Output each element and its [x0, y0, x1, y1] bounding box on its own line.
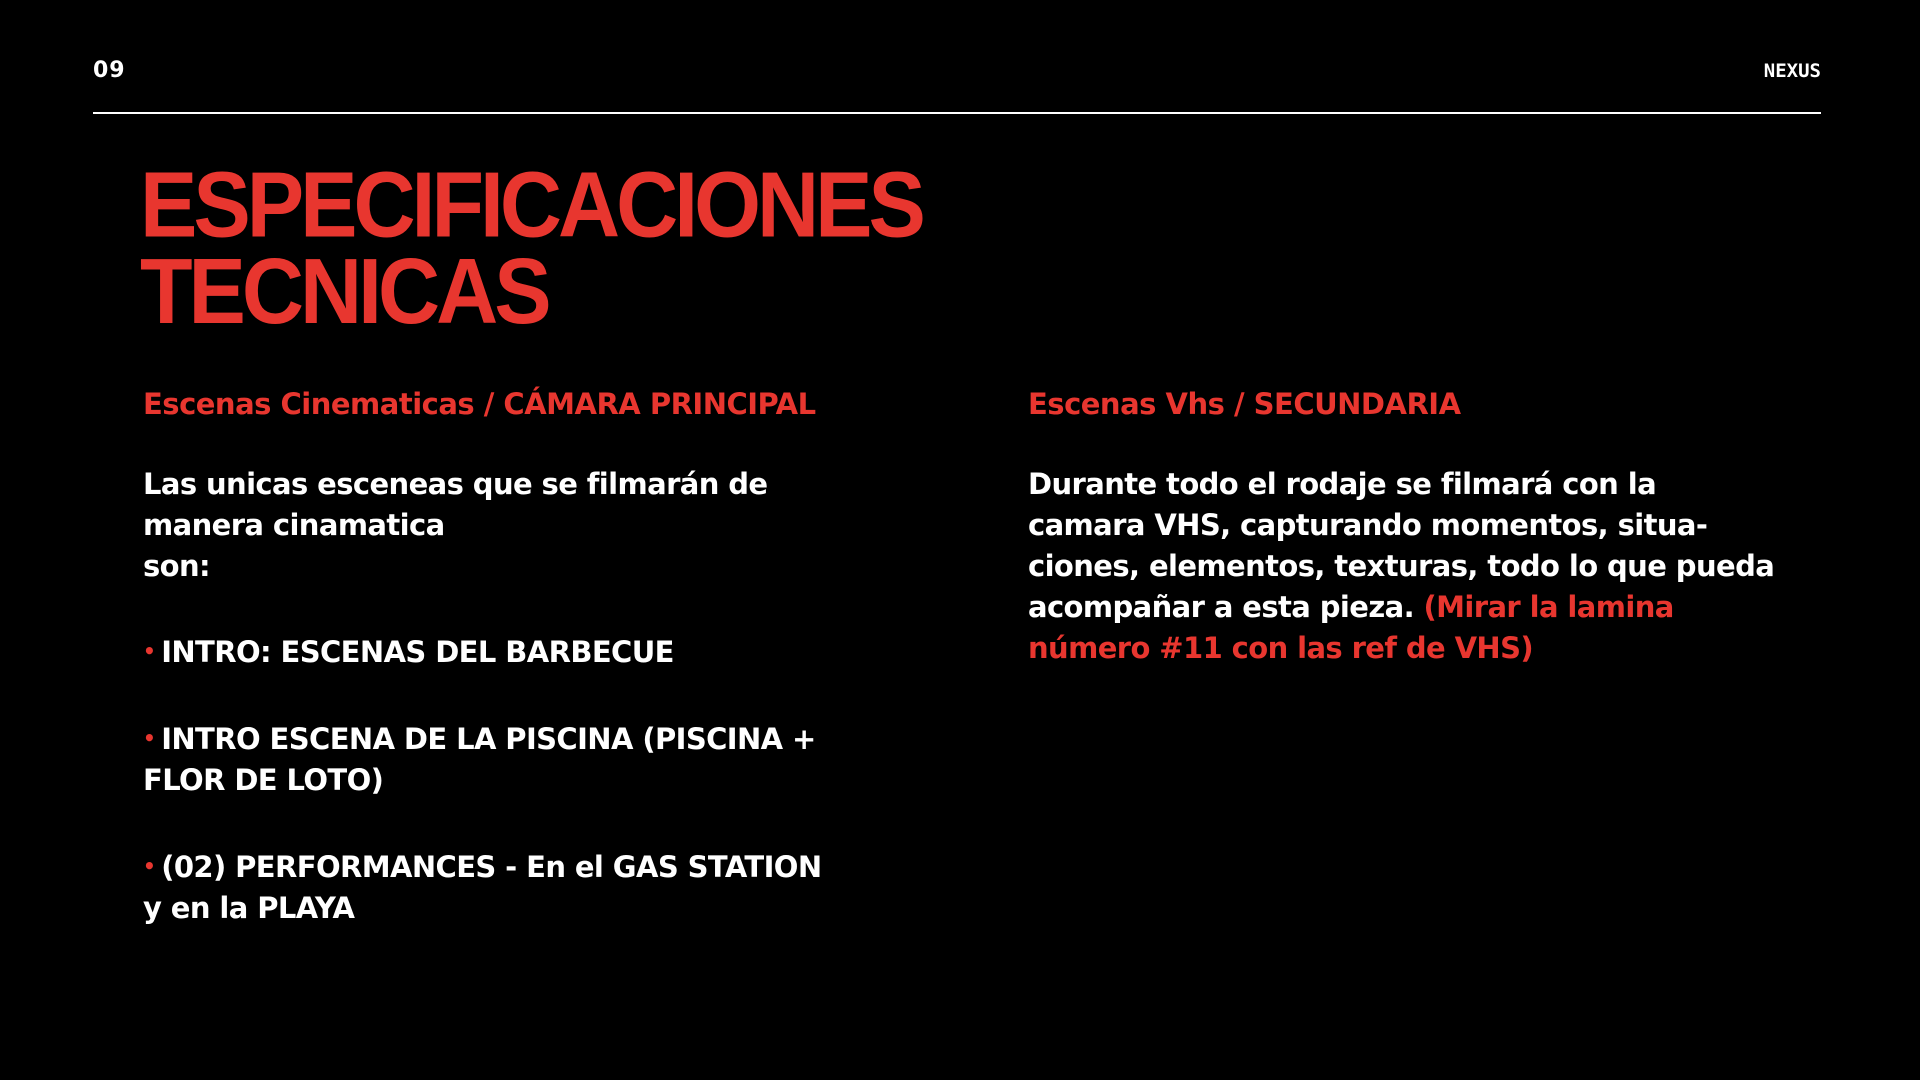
intro-line-1: Las unicas esceneas que se filmarán de: [143, 467, 768, 501]
vhs-reference-note: (Mirar la lamina: [1423, 590, 1674, 624]
body-line-3: ciones, elementos, texturas, todo lo que pueda: [1028, 549, 1775, 583]
body-line-1: Durante todo el rodaje se filmará con la: [1028, 467, 1657, 501]
list-item-text: INTRO: ESCENAS DEL BARBECUE: [161, 635, 674, 669]
page-header: [93, 0, 1821, 114]
list-item-text-continued: y en la PLAYA: [143, 891, 355, 925]
intro-line-2: manera cinamatica: [143, 508, 445, 542]
body-line-4: [1028, 587, 1788, 628]
bullet-dot-icon: •: [143, 726, 156, 750]
right-column-subtitle: Escenas Vhs / SECUNDARIA: [1028, 387, 1461, 421]
left-column-intro: [143, 464, 883, 587]
page-title-line-2: TECNICAS: [140, 239, 548, 344]
body-line-4-text: acompañar a esta pieza.: [1028, 590, 1414, 624]
page-title: [140, 153, 1040, 344]
left-column: [143, 384, 883, 974]
bullet-dot-icon: •: [143, 639, 156, 663]
list-item: [143, 846, 883, 929]
list-item: [143, 718, 883, 801]
left-column-subtitle: Escenas Cinematicas / CÁMARA PRINCIPAL: [143, 387, 816, 421]
list-item-text-continued: FLOR DE LOTO): [143, 763, 384, 797]
list-item-text: (02) PERFORMANCES - En el GAS STATION: [161, 850, 822, 884]
intro-line-3: son:: [143, 549, 211, 583]
right-column-body: [1028, 464, 1788, 669]
vhs-reference-note-continued: número #11 con las ref de VHS): [1028, 631, 1534, 665]
list-item-text: INTRO ESCENA DE LA PISCINA (PISCINA +: [161, 722, 816, 756]
scene-list: [143, 631, 883, 929]
brand-label: NEXUS: [1763, 60, 1821, 82]
page-number: 09: [93, 58, 126, 83]
page-title-line-1: ESPECIFICACIONES: [140, 153, 922, 258]
list-item: [143, 631, 883, 673]
body-line-2: camara VHS, capturando momentos, situa-: [1028, 508, 1708, 542]
bullet-dot-icon: •: [143, 854, 156, 878]
right-column: [1028, 384, 1788, 669]
